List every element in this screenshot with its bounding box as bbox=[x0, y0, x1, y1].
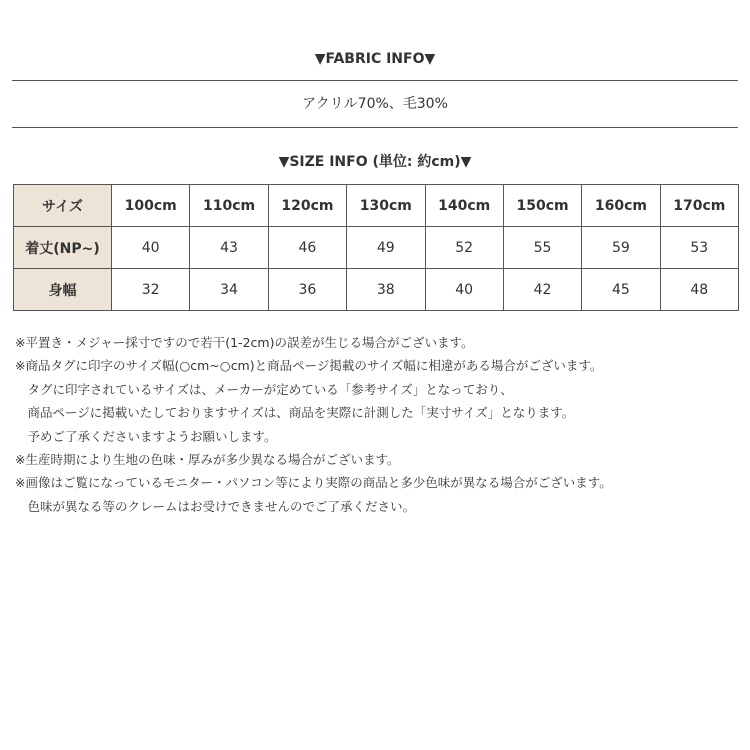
size-table bbox=[13, 184, 739, 311]
table-cell: 55 bbox=[503, 227, 581, 269]
divider bbox=[12, 80, 738, 81]
size-column-header: 100cm bbox=[112, 185, 190, 227]
table-row-length bbox=[14, 227, 739, 269]
note-line: 商品ページに掲載いたしておりますサイズは、商品を実際に計測した「実寸サイズ」となります。 bbox=[15, 405, 575, 421]
note-line: ※生産時期により生地の色味・厚みが多少異なる場合がございます。 bbox=[15, 452, 400, 468]
table-cell: 52 bbox=[425, 227, 503, 269]
size-column-header: 120cm bbox=[268, 185, 346, 227]
notes-section bbox=[15, 331, 740, 518]
table-cell: 40 bbox=[425, 269, 503, 311]
fabric-info-heading: ▼FABRIC INFO▼ bbox=[314, 51, 436, 67]
note-line: ※画像はご覧になっているモニター・パソコン等により実際の商品と多少色味が異なる場合がございます。 bbox=[15, 475, 612, 491]
table-cell: 43 bbox=[190, 227, 268, 269]
size-column-header: 140cm bbox=[425, 185, 503, 227]
table-row-width bbox=[14, 269, 739, 311]
table-cell: 42 bbox=[503, 269, 581, 311]
size-column-header: 110cm bbox=[190, 185, 268, 227]
size-info-heading: ▼SIZE INFO (単位: 約cm)▼ bbox=[278, 154, 472, 170]
table-cell: 46 bbox=[268, 227, 346, 269]
table-cell: 49 bbox=[347, 227, 425, 269]
size-column-header: 160cm bbox=[582, 185, 660, 227]
size-column-header: 150cm bbox=[503, 185, 581, 227]
note-line: 色味が異なる等のクレームはお受けできませんのでご了承ください。 bbox=[15, 498, 416, 514]
note-line: ※商品タグに印字のサイズ幅(○cm~○cm)と商品ページ掲載のサイズ幅に相違がある場合がございます。 bbox=[15, 358, 603, 374]
table-cell: 48 bbox=[660, 269, 738, 311]
size-header-label: サイズ bbox=[14, 185, 112, 227]
table-cell: 53 bbox=[660, 227, 738, 269]
table-cell: 38 bbox=[347, 269, 425, 311]
table-cell: 45 bbox=[582, 269, 660, 311]
row-label-width: 身幅 bbox=[14, 269, 112, 311]
divider bbox=[12, 127, 738, 128]
table-cell: 36 bbox=[268, 269, 346, 311]
table-cell: 32 bbox=[112, 269, 190, 311]
size-column-header: 170cm bbox=[660, 185, 738, 227]
table-cell: 59 bbox=[582, 227, 660, 269]
note-line: タグに印字されているサイズは、メーカーが定めている「参考サイズ」となっており、 bbox=[15, 381, 513, 397]
table-cell: 40 bbox=[112, 227, 190, 269]
size-header-row bbox=[14, 185, 739, 227]
fabric-composition: アクリル70%、毛30% bbox=[302, 96, 448, 112]
note-line: ※平置き・メジャー採寸ですので若干(1-2cm)の誤差が生じる場合がございます。 bbox=[15, 335, 474, 350]
size-column-header: 130cm bbox=[347, 185, 425, 227]
note-line: 予めご了承くださいますようお願いします。 bbox=[15, 428, 277, 444]
row-label-length: 着丈(NP~) bbox=[14, 227, 112, 269]
table-cell: 34 bbox=[190, 269, 268, 311]
